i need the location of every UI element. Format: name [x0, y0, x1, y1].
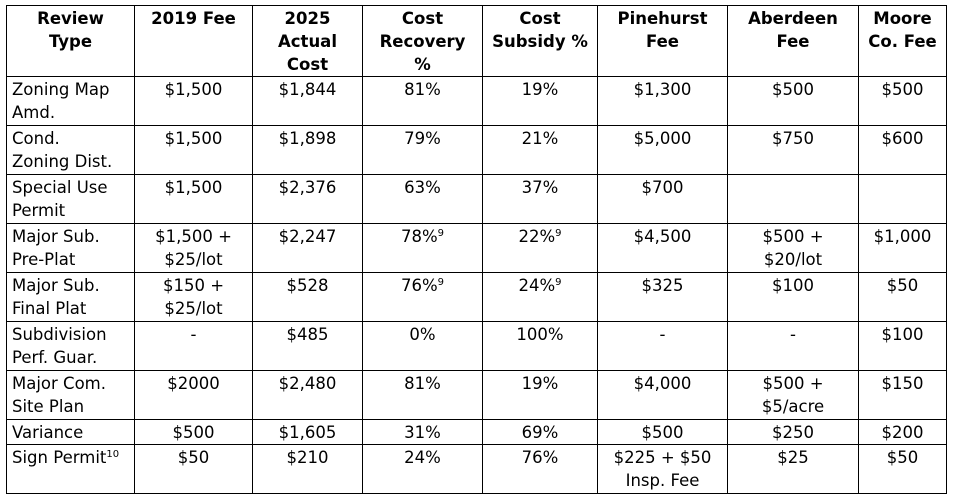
cost-subsidy-cell	[483, 420, 598, 445]
review-type-cell: Cond. Zoning Dist.	[7, 126, 135, 175]
header-review-type: Review Type	[7, 6, 135, 77]
cost-subsidy-value: 21%	[521, 129, 559, 148]
header-aberdeen-fee: Aberdeen Fee	[728, 6, 859, 77]
review-type-cell: Zoning Map Amd.	[7, 77, 135, 126]
cost-recovery-cell	[363, 273, 483, 322]
aberdeen-fee-cell: $500 + $5/acre	[728, 371, 859, 420]
cost-recovery-cell	[363, 420, 483, 445]
aberdeen-fee-cell: $750	[728, 126, 859, 175]
moore-fee-cell: $50	[859, 273, 947, 322]
review-type-value: Sign Permit	[12, 448, 107, 467]
actual-cost-cell: $2,376	[253, 175, 363, 224]
fee-2019-cell: $150 + $25/lot	[135, 273, 253, 322]
aberdeen-fee-cell: $100	[728, 273, 859, 322]
cost-subsidy-cell	[483, 175, 598, 224]
cost-recovery-value: 24%	[404, 448, 441, 467]
footnote-ref: 10	[106, 449, 120, 460]
header-2019-fee: 2019 Fee	[135, 6, 253, 77]
pinehurst-fee-cell: -	[598, 322, 728, 371]
pinehurst-fee-cell: $5,000	[598, 126, 728, 175]
actual-cost-cell: $2,247	[253, 224, 363, 273]
table-row	[7, 273, 947, 322]
moore-fee-cell	[859, 175, 947, 224]
cost-recovery-value: 0%	[409, 325, 436, 344]
header-cost-subsidy: Cost Subsidy %	[483, 6, 598, 77]
cost-subsidy-cell	[483, 126, 598, 175]
aberdeen-fee-cell: -	[728, 322, 859, 371]
header-2025-actual-cost: 2025 Actual Cost	[253, 6, 363, 77]
actual-cost-cell: $2,480	[253, 371, 363, 420]
actual-cost-cell: $528	[253, 273, 363, 322]
fee-2019-cell: -	[135, 322, 253, 371]
fee-2019-cell: $1,500	[135, 77, 253, 126]
cost-recovery-value: 63%	[404, 178, 441, 197]
table-row	[7, 420, 947, 445]
table-row	[7, 175, 947, 224]
fee-2019-cell: $50	[135, 445, 253, 494]
cost-recovery-cell	[363, 445, 483, 494]
fee-2019-cell: $1,500	[135, 126, 253, 175]
fee-2019-cell: $2000	[135, 371, 253, 420]
cost-recovery-cell	[363, 126, 483, 175]
moore-fee-cell: $100	[859, 322, 947, 371]
cost-recovery-value: 81%	[404, 374, 441, 393]
pinehurst-fee-cell: $4,500	[598, 224, 728, 273]
pinehurst-fee-cell: $1,300	[598, 77, 728, 126]
cost-recovery-value: 78%	[400, 227, 438, 246]
fee-comparison-table	[6, 5, 947, 494]
cost-subsidy-value: 24%	[518, 276, 556, 295]
cost-recovery-cell	[363, 175, 483, 224]
review-type-cell	[7, 445, 135, 494]
actual-cost-cell: $1,898	[253, 126, 363, 175]
pinehurst-fee-cell: $225 + $50 Insp. Fee	[598, 445, 728, 494]
fee-2019-cell: $1,500	[135, 175, 253, 224]
table-row	[7, 322, 947, 371]
cost-subsidy-value: 22%	[518, 227, 556, 246]
review-type-cell: Major Com. Site Plan	[7, 371, 135, 420]
moore-fee-cell: $1,000	[859, 224, 947, 273]
fee-2019-cell: $500	[135, 420, 253, 445]
footnote-ref: 9	[555, 228, 562, 239]
cost-recovery-cell	[363, 224, 483, 273]
header-row	[7, 6, 947, 77]
cost-subsidy-cell	[483, 322, 598, 371]
aberdeen-fee-cell: $250	[728, 420, 859, 445]
moore-fee-cell: $150	[859, 371, 947, 420]
review-type-cell: Major Sub. Final Plat	[7, 273, 135, 322]
actual-cost-cell: $210	[253, 445, 363, 494]
footnote-ref: 9	[437, 277, 445, 288]
actual-cost-cell: $1,605	[253, 420, 363, 445]
cost-subsidy-cell	[483, 445, 598, 494]
table-row	[7, 445, 947, 494]
cost-subsidy-cell	[483, 224, 598, 273]
moore-fee-cell: $50	[859, 445, 947, 494]
header-cost-recovery: Cost Recovery %	[363, 6, 483, 77]
cost-subsidy-cell	[483, 273, 598, 322]
cost-subsidy-value: 100%	[516, 325, 564, 344]
cost-subsidy-value: 76%	[521, 448, 559, 467]
cost-recovery-value: 31%	[404, 423, 441, 442]
actual-cost-cell: $485	[253, 322, 363, 371]
fee-2019-cell: $1,500 + $25/lot	[135, 224, 253, 273]
review-type-cell: Subdivision Perf. Guar.	[7, 322, 135, 371]
aberdeen-fee-cell	[728, 175, 859, 224]
cost-subsidy-cell	[483, 371, 598, 420]
pinehurst-fee-cell: $4,000	[598, 371, 728, 420]
aberdeen-fee-cell: $500 + $20/lot	[728, 224, 859, 273]
review-type-cell: Major Sub. Pre-Plat	[7, 224, 135, 273]
table-row	[7, 77, 947, 126]
header-moore-fee: Moore Co. Fee	[859, 6, 947, 77]
table-row	[7, 224, 947, 273]
pinehurst-fee-cell: $325	[598, 273, 728, 322]
moore-fee-cell: $200	[859, 420, 947, 445]
cost-recovery-value: 76%	[400, 276, 438, 295]
moore-fee-cell: $500	[859, 77, 947, 126]
cost-subsidy-value: 37%	[521, 178, 559, 197]
review-type-cell: Variance	[7, 420, 135, 445]
cost-subsidy-value: 19%	[521, 80, 559, 99]
cost-recovery-cell	[363, 371, 483, 420]
aberdeen-fee-cell: $500	[728, 77, 859, 126]
moore-fee-cell: $600	[859, 126, 947, 175]
cost-recovery-cell	[363, 322, 483, 371]
cost-subsidy-cell	[483, 77, 598, 126]
table-row	[7, 371, 947, 420]
cost-recovery-value: 81%	[404, 80, 441, 99]
footnote-ref: 9	[555, 277, 562, 288]
cost-recovery-cell	[363, 77, 483, 126]
cost-recovery-value: 79%	[404, 129, 441, 148]
cost-subsidy-value: 69%	[521, 423, 559, 442]
header-pinehurst-fee: Pinehurst Fee	[598, 6, 728, 77]
pinehurst-fee-cell: $500	[598, 420, 728, 445]
aberdeen-fee-cell: $25	[728, 445, 859, 494]
footnote-ref: 9	[437, 228, 445, 239]
pinehurst-fee-cell: $700	[598, 175, 728, 224]
actual-cost-cell: $1,844	[253, 77, 363, 126]
review-type-cell: Special Use Permit	[7, 175, 135, 224]
cost-subsidy-value: 19%	[521, 374, 559, 393]
table-row	[7, 126, 947, 175]
